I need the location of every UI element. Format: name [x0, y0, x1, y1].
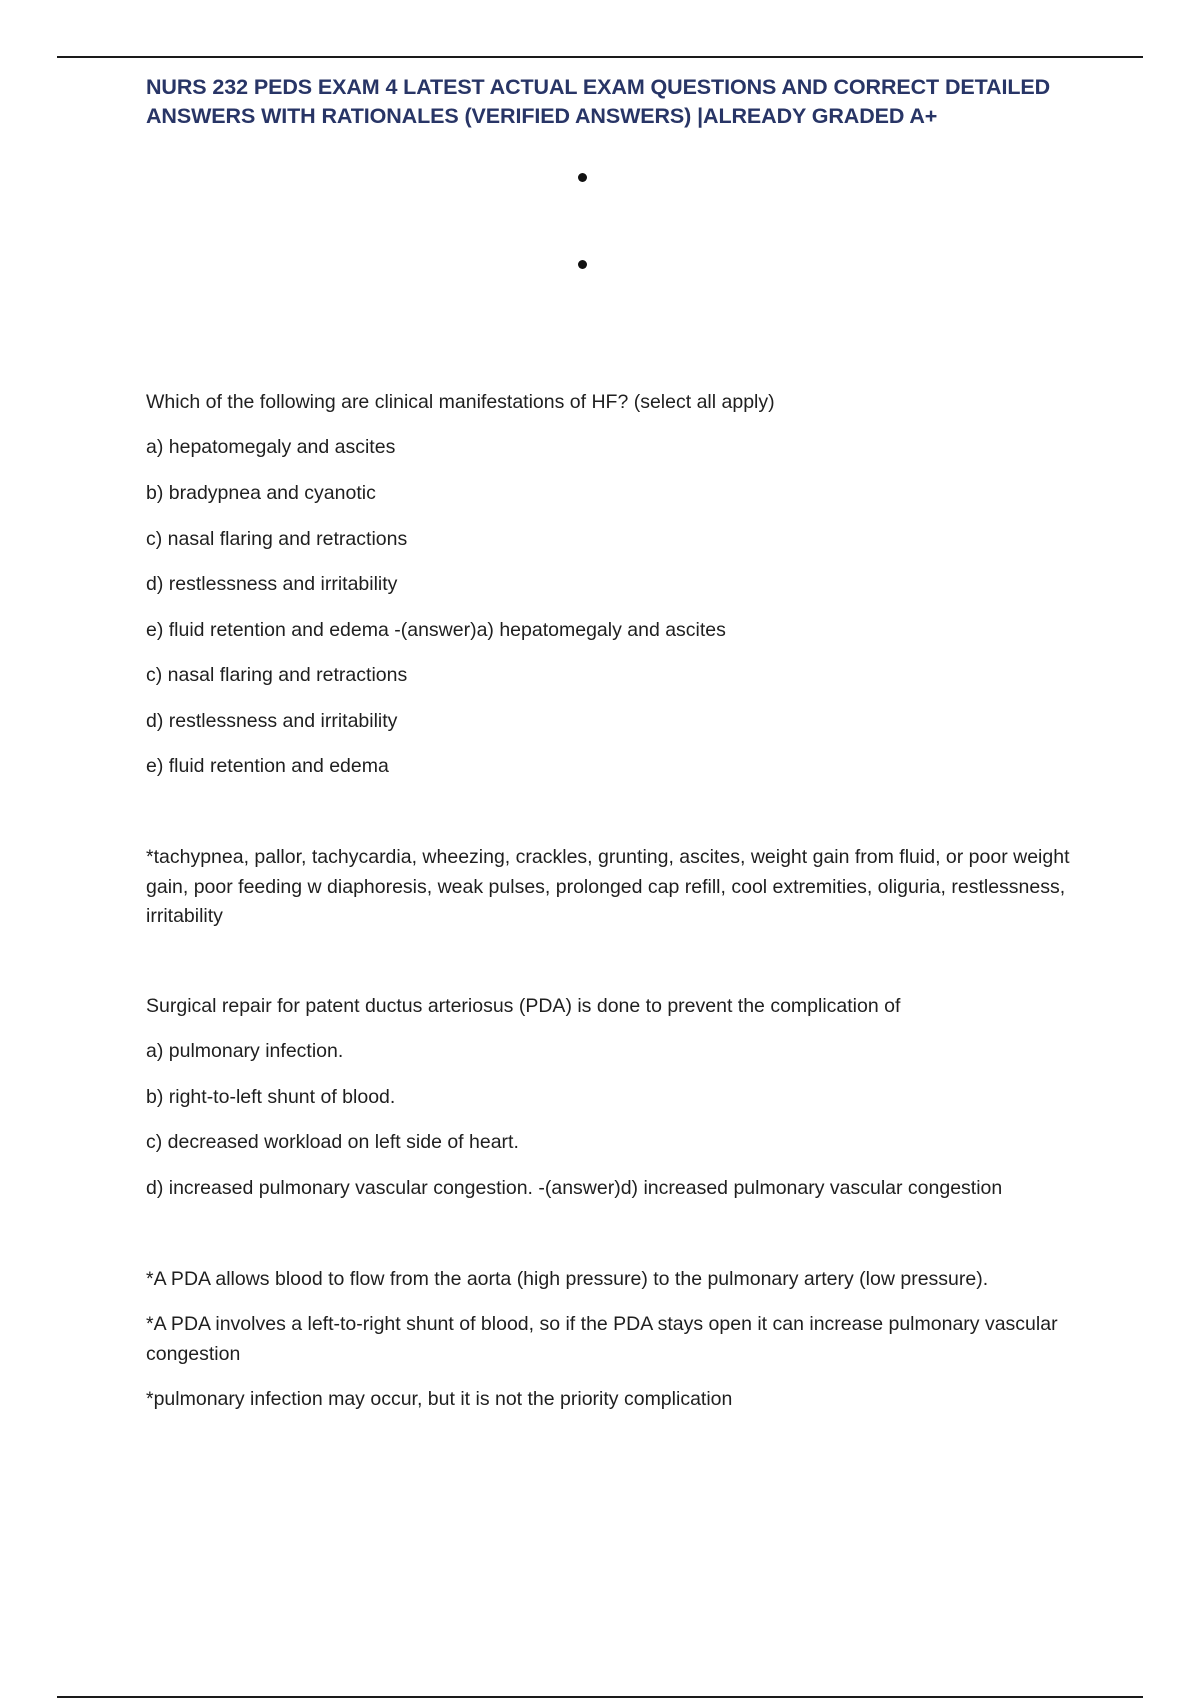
question-1-option-c: c) nasal flaring and retractions: [146, 528, 408, 550]
bullet-point: [578, 260, 587, 269]
question-1-option-d: d) restlessness and irritability: [146, 573, 398, 595]
question-2-stem: Surgical repair for patent ductus arteriosus (PDA) is done to prevent the complication of: [146, 995, 901, 1017]
question-1-answer-c: c) nasal flaring and retractions: [146, 664, 408, 686]
question-1-option-e-answer: e) fluid retention and edema -(answer)a) hepatomegaly and ascites: [146, 619, 726, 641]
question-1-stem: Which of the following are clinical manifestations of HF? (select all apply): [146, 391, 775, 413]
question-1-option-a: a) hepatomegaly and ascites: [146, 436, 396, 458]
question-2-option-c: c) decreased workload on left side of heart.: [146, 1131, 519, 1153]
question-1-rationale: *tachypnea, pallor, tachycardia, wheezing, crackles, grunting, ascites, weight gain from fluid, or poor weight gain, poor feeding w diaphoresis, weak pulses, prolonged cap refill, cool extremities, oliguria, restlessness, irritability: [146, 846, 1070, 927]
bullet-point: [578, 173, 587, 182]
question-1-answer-d: d) restlessness and irritability: [146, 710, 398, 732]
question-2-rationale-2: *A PDA involves a left-to-right shunt of blood, so if the PDA stays open it can increase pulmonary vascular congestion: [146, 1313, 1058, 1365]
question-2-rationale-1: *A PDA allows blood to flow from the aorta (high pressure) to the pulmonary artery (low pressure).: [146, 1268, 989, 1290]
question-1-option-b: b) bradypnea and cyanotic: [146, 482, 376, 504]
document-title: NURS 232 PEDS EXAM 4 LATEST ACTUAL EXAM QUESTIONS AND CORRECT DETAILED ANSWERS WITH RATIONALES (VERIFIED ANSWERS) |ALREADY GRADED A+: [146, 75, 1051, 128]
footer-rule: [57, 1696, 1143, 1698]
question-2-option-a: a) pulmonary infection.: [146, 1040, 344, 1062]
question-2-option-d-answer: d) increased pulmonary vascular congestion. -(answer)d) increased pulmonary vascular congestion: [146, 1177, 1003, 1199]
header-rule: [57, 56, 1143, 58]
question-2-option-b: b) right-to-left shunt of blood.: [146, 1086, 396, 1108]
question-1-answer-e: e) fluid retention and edema: [146, 755, 389, 777]
question-2-rationale-3: *pulmonary infection may occur, but it is not the priority complication: [146, 1388, 733, 1410]
